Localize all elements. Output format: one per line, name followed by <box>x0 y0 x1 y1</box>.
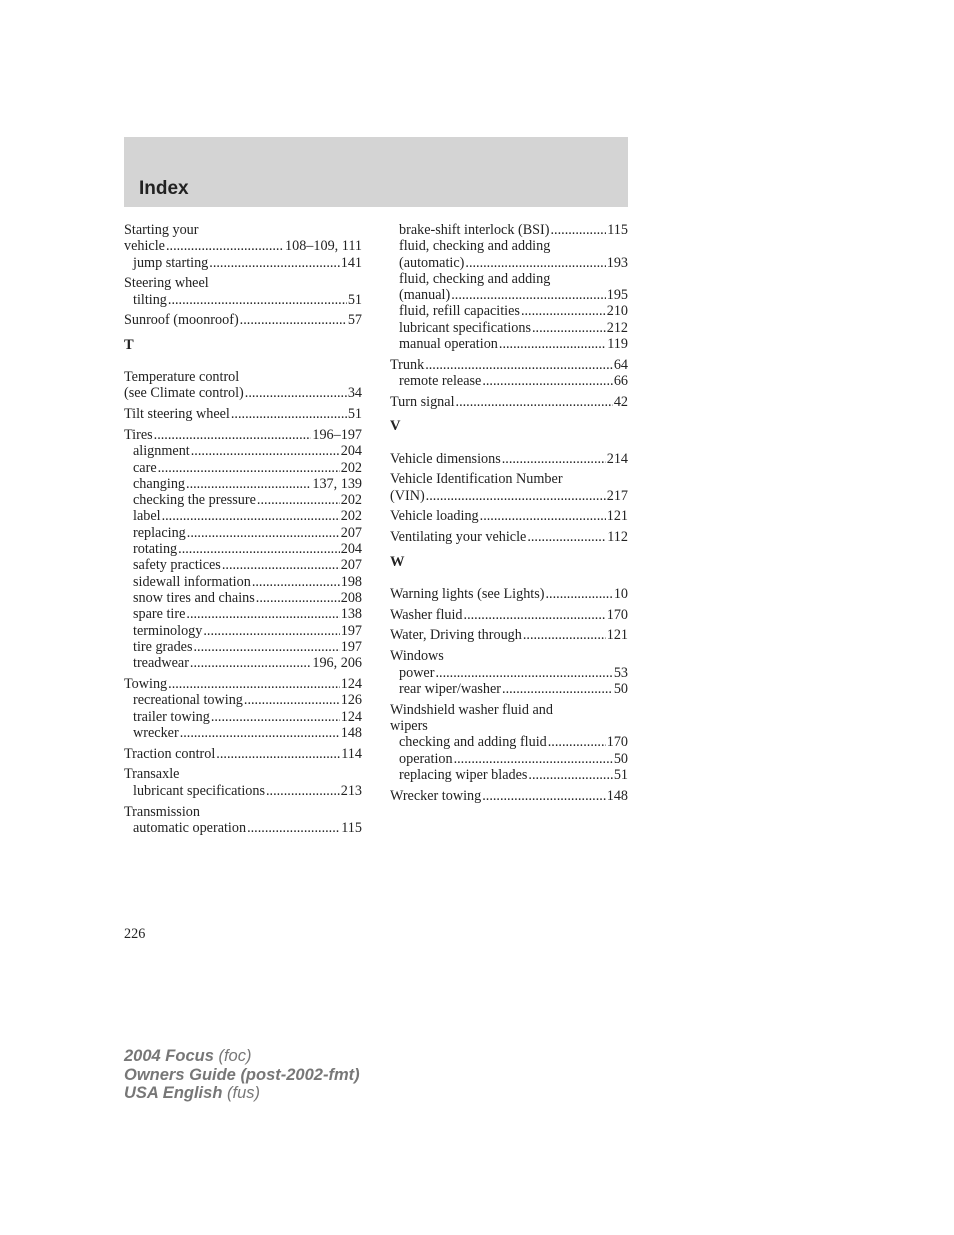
page-reference: 202 <box>340 492 362 509</box>
entry-text: alignment <box>133 443 190 460</box>
entry-text: replacing wiper blades <box>399 766 528 783</box>
index-entry <box>390 529 628 545</box>
entry-text: (VIN) <box>390 487 425 504</box>
entry-text: Vehicle Identification Number <box>390 471 563 488</box>
index-subentry <box>390 734 628 750</box>
index-subentry <box>390 751 628 767</box>
dot-leader <box>186 606 339 622</box>
index-heading <box>124 766 362 782</box>
index-entry <box>390 357 628 390</box>
footer-model: 2004 Focus <box>124 1047 214 1065</box>
index-heading <box>390 394 628 410</box>
index-subentry <box>124 820 362 836</box>
entry-text: manual operation <box>399 336 498 353</box>
footer-language-code: (fus) <box>222 1084 260 1102</box>
index-entry <box>124 406 362 422</box>
index-entry <box>390 586 628 602</box>
index-heading <box>390 451 628 467</box>
dot-leader <box>191 443 340 459</box>
dot-leader <box>203 623 339 639</box>
page-reference: 170 <box>606 606 628 623</box>
entry-text: Windows <box>390 648 444 665</box>
entry-text: recreational towing <box>133 692 243 709</box>
index-heading <box>390 529 628 545</box>
dot-leader <box>216 746 340 762</box>
dot-leader <box>551 222 607 238</box>
dot-leader <box>209 255 339 271</box>
section-letter: T <box>124 336 134 353</box>
entry-text: (see Climate control) <box>124 385 244 402</box>
entry-text: tilting <box>133 291 167 308</box>
page-reference: 34 <box>347 385 362 402</box>
entry-text: Turn signal <box>390 393 455 410</box>
dot-leader <box>186 476 311 492</box>
page-reference: 197 <box>340 638 362 655</box>
page-reference: 212 <box>606 319 628 336</box>
page-reference: 66 <box>613 373 628 390</box>
page-reference: 196, 206 <box>312 655 362 672</box>
entry-text: Temperature control <box>124 369 240 386</box>
index-subentry <box>124 443 362 459</box>
entry-text: fluid, checking and adding <box>399 238 551 255</box>
index-entry <box>390 508 628 524</box>
index-entry <box>124 766 362 799</box>
dot-leader <box>499 336 606 352</box>
index-heading <box>124 275 362 291</box>
entry-text: Tilt steering wheel <box>124 406 230 423</box>
page-reference: 112 <box>607 529 628 546</box>
dot-leader <box>252 574 340 590</box>
dot-leader <box>454 751 613 767</box>
index-heading <box>124 746 362 762</box>
index-subentry <box>390 320 628 336</box>
page-reference: 121 <box>606 508 628 525</box>
index-subentry <box>390 767 628 783</box>
page-reference: 119 <box>607 336 628 353</box>
entry-text: automatic operation <box>133 819 247 836</box>
page-reference: 193 <box>606 254 628 271</box>
entry-text: (automatic) <box>399 254 465 271</box>
entry-text: care <box>133 459 157 476</box>
index-entry <box>390 702 628 783</box>
index-subentry <box>124 541 362 557</box>
index-subentry <box>124 709 362 725</box>
page-reference: 51 <box>347 291 362 308</box>
dot-leader <box>180 725 340 741</box>
index-subentry <box>124 692 362 708</box>
index-entry <box>390 788 628 804</box>
page-reference: 198 <box>340 573 362 590</box>
index-entry <box>124 427 362 671</box>
section-letter: V <box>390 418 401 435</box>
entry-text: operation <box>399 750 453 767</box>
entry-text: trailer towing <box>133 708 210 725</box>
entry-text: replacing <box>133 524 186 541</box>
entry-text: tire grades <box>133 638 193 655</box>
page-reference: 196–197 <box>312 426 362 443</box>
dot-leader <box>211 709 340 725</box>
page-number: 226 <box>124 926 146 942</box>
index-subentry <box>124 783 362 799</box>
page-reference: 64 <box>613 356 628 373</box>
index-column-right <box>390 222 628 808</box>
index-heading <box>124 406 362 422</box>
index-entry <box>124 676 362 741</box>
entry-text: Starting your <box>124 222 199 238</box>
entry-text: lubricant specifications <box>133 782 265 799</box>
index-column-left <box>124 222 362 841</box>
index-heading <box>124 804 362 820</box>
page-reference: 202 <box>340 508 362 525</box>
page-reference: 214 <box>606 450 628 467</box>
dot-leader <box>168 676 340 692</box>
index-heading <box>390 586 628 602</box>
page-reference: 207 <box>340 557 362 574</box>
index-heading <box>124 427 362 443</box>
index-subentry <box>390 336 628 352</box>
entry-text: Water, Driving through <box>390 627 522 644</box>
dot-leader <box>256 590 340 606</box>
dot-leader <box>523 627 606 643</box>
index-subentry <box>390 287 628 303</box>
entry-text: terminology <box>133 622 203 639</box>
index-subentry <box>390 373 628 389</box>
entry-text: brake-shift interlock (BSI) <box>399 222 550 238</box>
index-heading <box>390 627 628 643</box>
entry-text: power <box>399 664 435 681</box>
index-entry <box>390 648 628 697</box>
page-reference: 207 <box>340 524 362 541</box>
page-reference: 210 <box>606 303 628 320</box>
index-heading <box>390 702 628 718</box>
page-reference: 148 <box>606 787 628 804</box>
entry-text: fluid, refill capacities <box>399 303 520 320</box>
entry-text: fluid, checking and adding <box>399 270 551 287</box>
dot-leader <box>158 460 340 476</box>
index-subentry <box>390 681 628 697</box>
index-entry <box>390 222 628 352</box>
entry-text: spare tire <box>133 606 186 623</box>
index-subentry <box>124 255 362 271</box>
dot-leader <box>166 238 284 254</box>
index-entry <box>390 394 628 410</box>
dot-leader <box>193 639 339 655</box>
page-reference: 208 <box>340 589 362 606</box>
index-entry <box>390 471 628 504</box>
index-subentry <box>124 725 362 741</box>
page-reference: 57 <box>347 312 362 329</box>
page-reference: 126 <box>340 692 362 709</box>
dot-leader <box>548 734 606 750</box>
header-band <box>124 137 628 207</box>
index-heading <box>124 369 362 385</box>
index-subentry <box>124 590 362 606</box>
page-reference: 170 <box>606 734 628 751</box>
page-reference: 197 <box>340 622 362 639</box>
entry-text: sidewall information <box>133 573 251 590</box>
page-reference: 148 <box>340 724 362 741</box>
entry-text: Sunroof (moonroof) <box>124 312 239 329</box>
page-reference: 115 <box>341 819 362 836</box>
dot-leader <box>154 427 312 443</box>
dot-leader <box>465 255 605 271</box>
footer-line-model <box>124 1047 360 1066</box>
index-heading <box>390 471 628 487</box>
page-reference: 204 <box>340 443 362 460</box>
dot-leader <box>527 529 606 545</box>
entry-text: Wrecker towing <box>390 787 482 804</box>
index-subentry <box>124 606 362 622</box>
page-reference: 195 <box>606 287 628 304</box>
index-subentry <box>124 655 362 671</box>
index-subentry <box>390 303 628 319</box>
footer-guide: Owners Guide (post-2002-fmt) <box>124 1065 360 1084</box>
page-reference: 138 <box>340 606 362 623</box>
page-reference: 204 <box>340 541 362 558</box>
entry-text: Tires <box>124 426 153 443</box>
entry-text: Steering wheel <box>124 275 209 292</box>
page-reference: 217 <box>606 487 628 504</box>
entry-text: Towing <box>124 675 168 692</box>
entry-text: Warning lights (see Lights) <box>390 585 545 602</box>
index-heading <box>390 648 628 664</box>
dot-leader <box>435 665 612 681</box>
dot-leader <box>456 394 613 410</box>
entry-text: lubricant specifications <box>399 319 531 336</box>
entry-text: rear wiper/washer <box>399 680 502 697</box>
entry-text: safety practices <box>133 557 221 574</box>
page-reference: 53 <box>613 664 628 681</box>
dot-leader <box>162 508 340 524</box>
entry-text: Transmission <box>124 803 200 820</box>
entry-text: checking and adding fluid <box>399 734 547 751</box>
page-reference: 50 <box>613 750 628 767</box>
page-reference: 137, 139 <box>312 475 362 492</box>
index-subentry <box>124 557 362 573</box>
index-subentry <box>124 492 362 508</box>
index-entry <box>124 804 362 837</box>
entry-text: rotating <box>133 541 178 558</box>
entry-text: checking the pressure <box>133 492 256 509</box>
index-entry <box>124 275 362 308</box>
dot-leader <box>532 320 606 336</box>
section-letter: W <box>390 553 405 570</box>
dot-leader <box>482 373 613 389</box>
index-subentry <box>124 639 362 655</box>
index-heading <box>124 238 362 254</box>
index-entry <box>124 369 362 402</box>
page-reference: 114 <box>341 745 362 762</box>
footer-line-guide <box>124 1066 360 1085</box>
index-subentry <box>124 525 362 541</box>
entry-text: Vehicle loading <box>390 508 479 525</box>
index-heading <box>390 607 628 623</box>
dot-leader <box>190 655 311 671</box>
entry-text: (manual) <box>399 287 451 304</box>
entry-text: snow tires and chains <box>133 589 255 606</box>
entry-text: Windshield washer fluid and <box>390 701 553 718</box>
dot-leader <box>482 788 606 804</box>
entry-text: Vehicle dimensions <box>390 450 501 467</box>
page-reference: 51 <box>347 406 362 423</box>
dot-leader <box>247 820 340 836</box>
dot-leader <box>502 681 613 697</box>
dot-leader <box>187 525 340 541</box>
index-subentry <box>124 476 362 492</box>
dot-leader <box>244 692 340 708</box>
index-heading <box>124 312 362 328</box>
dot-leader <box>178 541 340 557</box>
dot-leader <box>222 557 340 573</box>
dot-leader <box>425 357 613 373</box>
entry-text: vehicle <box>124 238 165 255</box>
index-heading <box>390 508 628 524</box>
dot-leader <box>528 767 612 783</box>
index-subentry <box>390 665 628 681</box>
index-entry <box>124 746 362 762</box>
entry-text: jump starting <box>133 254 209 271</box>
document-footer <box>124 1047 360 1103</box>
entry-text: Ventilating your vehicle <box>390 529 527 546</box>
index-heading <box>124 676 362 692</box>
dot-leader <box>521 303 606 319</box>
footer-model-code: (foc) <box>213 1047 252 1065</box>
page-reference: 51 <box>613 766 628 783</box>
entry-text: Trunk <box>390 356 425 373</box>
entry-text: Transaxle <box>124 766 180 783</box>
page-title: Index <box>139 178 189 199</box>
index-heading <box>124 222 362 238</box>
page-reference: 115 <box>607 222 628 238</box>
dot-leader <box>240 312 347 328</box>
index-entry <box>390 627 628 643</box>
dot-leader <box>231 406 347 422</box>
index-heading <box>390 357 628 373</box>
index-entry <box>390 607 628 623</box>
dot-leader <box>257 492 340 508</box>
page-reference: 141 <box>340 254 362 271</box>
index-subentry <box>390 271 628 287</box>
dot-leader <box>464 607 606 623</box>
entry-text: wrecker <box>133 724 179 741</box>
index-subentry <box>124 292 362 308</box>
index-subentry <box>124 574 362 590</box>
index-subentry <box>124 508 362 524</box>
index-heading <box>390 488 628 504</box>
entry-text: changing <box>133 475 186 492</box>
index-subentry <box>124 460 362 476</box>
entry-text: wipers <box>390 717 428 734</box>
index-heading <box>390 788 628 804</box>
entry-text: treadwear <box>133 655 189 672</box>
footer-line-language <box>124 1084 360 1103</box>
dot-leader <box>480 508 606 524</box>
index-heading <box>124 385 362 401</box>
index-heading <box>390 718 628 734</box>
page-reference: 50 <box>613 680 628 697</box>
page-reference: 42 <box>613 393 628 410</box>
index-entry <box>124 312 362 328</box>
index-subentry <box>390 255 628 271</box>
dot-leader <box>266 783 340 799</box>
entry-text: Washer fluid <box>390 606 463 623</box>
page-reference: 108–109, 111 <box>285 238 362 255</box>
dot-leader <box>451 287 606 303</box>
index-entry <box>124 222 362 271</box>
dot-leader <box>245 385 347 401</box>
footer-language: USA English <box>124 1084 223 1102</box>
page-reference: 202 <box>340 459 362 476</box>
dot-leader <box>546 586 613 602</box>
dot-leader <box>426 488 606 504</box>
entry-text: remote release <box>399 373 482 390</box>
page-reference: 213 <box>340 782 362 799</box>
index-entry <box>390 451 628 467</box>
index-subentry <box>124 623 362 639</box>
page-reference: 124 <box>340 708 362 725</box>
page-reference: 124 <box>340 675 362 692</box>
index-subentry <box>390 222 628 238</box>
entry-text: Traction control <box>124 745 216 762</box>
index-subentry <box>390 238 628 254</box>
dot-leader <box>502 451 606 467</box>
dot-leader <box>168 292 347 308</box>
page-reference: 10 <box>613 585 628 602</box>
entry-text: label <box>133 508 161 525</box>
page-reference: 121 <box>606 627 628 644</box>
